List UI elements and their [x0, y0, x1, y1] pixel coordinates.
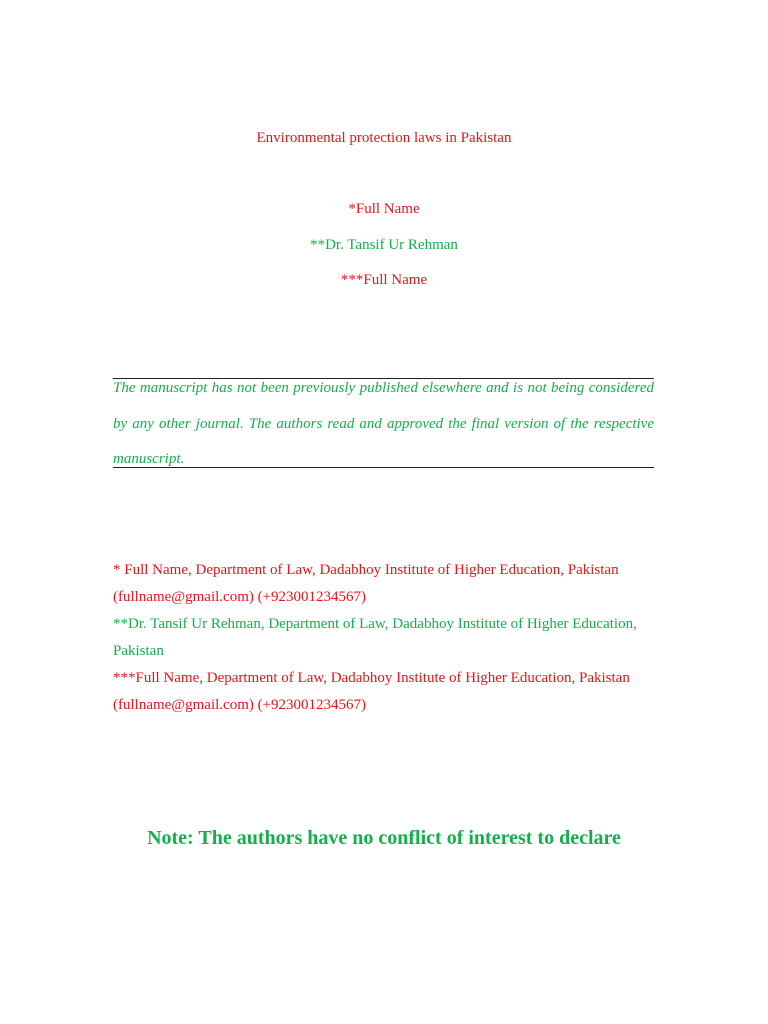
affiliation-2: **Dr. Tansif Ur Rehman, Department of Law, Dadabhoy Institute of Higher Education, Pakistan [113, 616, 637, 659]
affiliation-3: ***Full Name, Department of Law, Dadabhoy Institute of Higher Education, Pakistan (fullname@gmail.com) (+923001234567) [113, 670, 630, 713]
author-1: *Full Name [348, 201, 420, 217]
originality-statement-box [113, 378, 654, 468]
document-title: Environmental protection laws in Pakistan [256, 130, 512, 146]
originality-statement: The manuscript has not been previously published elsewhere and is not being considered by any other journal. The authors read and approved the final version of the respective manuscript. [113, 380, 654, 467]
author-2: **Dr. Tansif Ur Rehman [310, 237, 458, 253]
affiliation-1: * Full Name, Department of Law, Dadabhoy Institute of Higher Education, Pakistan (fullname@gmail.com) (+923001234567) [113, 562, 619, 605]
conflict-of-interest-note: Note: The authors have no conflict of interest to declare [147, 827, 621, 849]
author-3: ***Full Name [340, 272, 428, 288]
affiliations-block [113, 557, 658, 719]
